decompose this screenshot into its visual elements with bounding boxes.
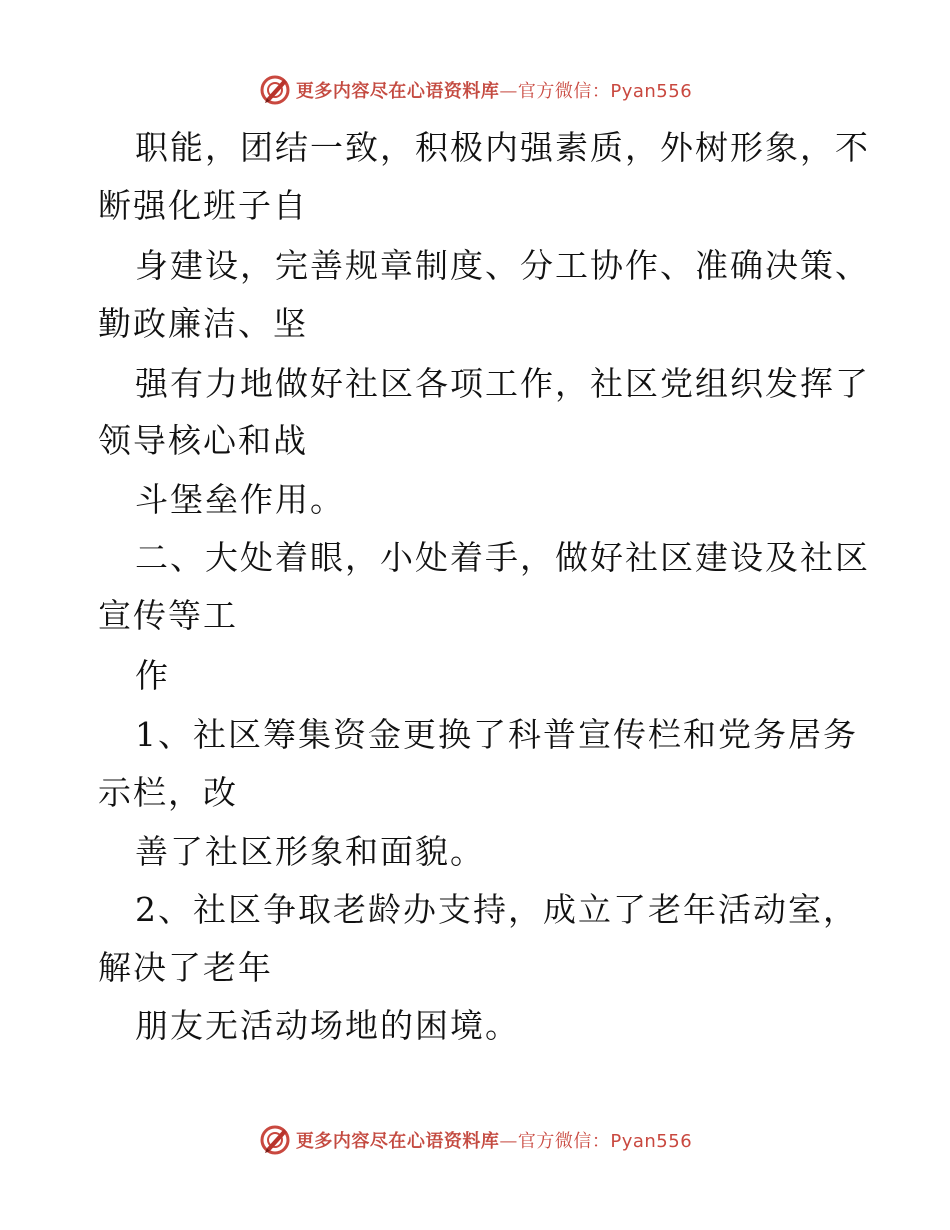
footer-wechat-id: Pyan556 [610,1131,693,1152]
paragraph-line: 示栏，改 [98,773,238,812]
paragraph-line: 勤政廉洁、坚 [98,304,308,343]
paragraph-line: 断强化班子自 [98,186,308,225]
header-wechat-id: Pyan556 [610,81,693,102]
paragraph-line: 职能，团结一致，积极内强素质，外树形象，不 [135,128,870,167]
header-banner-main: 更多内容尽在心语资料库 [295,81,500,102]
paragraph-line: 善了社区形象和面貌。 [135,832,485,871]
footer-banner-dash: — [499,1131,518,1152]
footer-banner-main: 更多内容尽在心语资料库 [295,1131,500,1152]
footer-banner-text [296,1127,692,1153]
footer-wechat-label: 官方微信： [517,1131,611,1152]
paragraph-line: 强有力地做好社区各项工作，社区党组织发挥了 [135,364,870,403]
paragraph-line: 身建设，完善规章制度、分工协作、准确决策、 [135,246,870,285]
paragraph-line: 二、大处着眼，小处着手，做好社区建设及社区 [135,538,870,577]
footer-banner [0,1120,950,1160]
paragraph-line: 领导核心和战 [98,421,308,460]
pen-logo-icon [258,1123,292,1157]
paragraph-line: 宣传等工 [98,596,238,635]
paragraph-line: 2、社区争取老龄办支持，成立了老年活动室， [135,890,858,929]
paragraph-line: 1、社区筹集资金更换了科普宣传栏和党务居务 [135,715,858,754]
paragraph-line: 朋友无活动场地的困境。 [135,1006,520,1045]
paragraph-line: 斗堡垒作用。 [135,480,345,519]
header-banner-dash: — [499,81,518,102]
header-wechat-label: 官方微信： [517,81,611,102]
paragraph-line: 解决了老年 [98,948,273,987]
paragraph-line: 作 [135,656,170,695]
